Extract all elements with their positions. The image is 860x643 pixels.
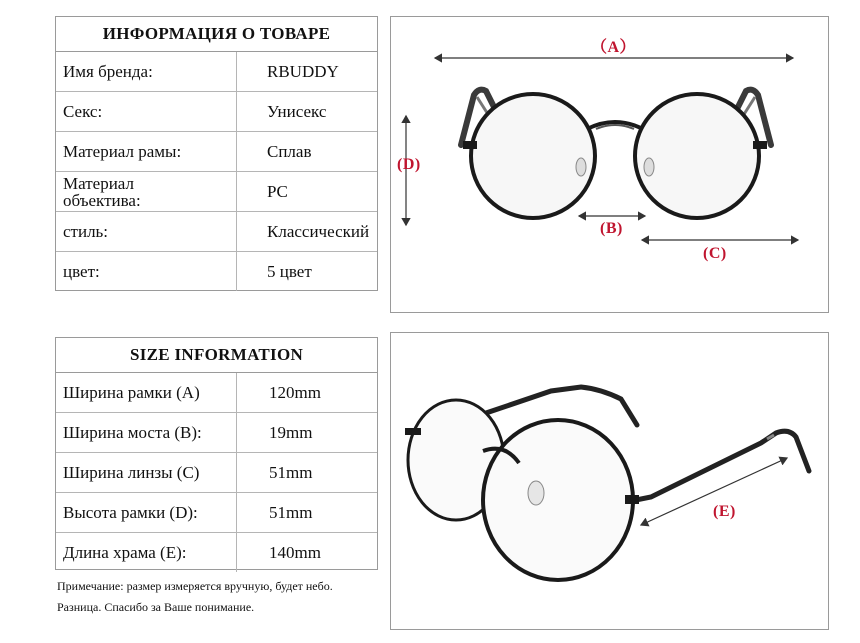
dimension-label-a: （A） bbox=[591, 39, 637, 56]
table-row bbox=[56, 92, 377, 132]
table-row bbox=[56, 172, 377, 212]
row-value: 19mm bbox=[269, 422, 313, 442]
row-key: Ширина линзы (C) bbox=[56, 453, 237, 492]
table-row bbox=[56, 252, 377, 291]
front-view-diagram bbox=[390, 16, 829, 313]
row-key: Высота рамки (D): bbox=[56, 493, 237, 532]
table-row bbox=[56, 413, 377, 453]
dimension-label-d: (D) bbox=[397, 156, 421, 173]
row-value: 140mm bbox=[269, 542, 321, 562]
dimension-label-b: (B) bbox=[600, 220, 623, 237]
glasses-angled-view bbox=[391, 333, 828, 629]
table-row bbox=[56, 493, 377, 533]
side-view-diagram bbox=[390, 332, 829, 630]
table-row bbox=[56, 373, 377, 413]
row-key: Ширина рамки (A) bbox=[56, 373, 237, 412]
row-key: цвет: bbox=[56, 252, 237, 291]
table-row bbox=[56, 533, 377, 572]
row-value: Сплав bbox=[267, 141, 312, 161]
row-key: стиль: bbox=[56, 212, 237, 251]
row-value: PC bbox=[267, 181, 288, 201]
table-row bbox=[56, 132, 377, 172]
row-value: 5 цвет bbox=[267, 261, 312, 281]
table-row bbox=[56, 52, 377, 92]
product-info-title: ИНФОРМАЦИЯ О ТОВАРЕ bbox=[56, 17, 377, 52]
row-value: 51mm bbox=[269, 462, 313, 482]
row-key: Длина храма (E): bbox=[56, 533, 237, 572]
table-row bbox=[56, 453, 377, 493]
row-key: Материал рамы: bbox=[56, 132, 237, 171]
size-info-table bbox=[55, 337, 378, 570]
dimension-label-c: (C) bbox=[703, 245, 727, 262]
row-value: 120mm bbox=[269, 382, 321, 402]
note-line-2: Разница. Спасибо за Ваше понимание. bbox=[57, 600, 255, 614]
row-value: Унисекс bbox=[267, 101, 327, 121]
row-key: Материал объектива: bbox=[56, 172, 237, 211]
note-line-1: Примечание: размер измеряется вручную, будет небо. bbox=[57, 579, 333, 593]
row-value: 51mm bbox=[269, 502, 313, 522]
dimension-label-e: (E) bbox=[713, 503, 736, 520]
row-value: RBUDDY bbox=[267, 61, 339, 81]
table-row bbox=[56, 212, 377, 252]
row-key: Ширина моста (B): bbox=[56, 413, 237, 452]
row-key: Секс: bbox=[56, 92, 237, 131]
row-key: Имя бренда: bbox=[56, 52, 237, 91]
glasses-front-view bbox=[391, 17, 828, 312]
measurement-note bbox=[57, 576, 397, 618]
row-value: Классический bbox=[267, 221, 370, 241]
size-info-title: SIZE INFORMATION bbox=[56, 338, 377, 373]
product-info-table bbox=[55, 16, 378, 291]
